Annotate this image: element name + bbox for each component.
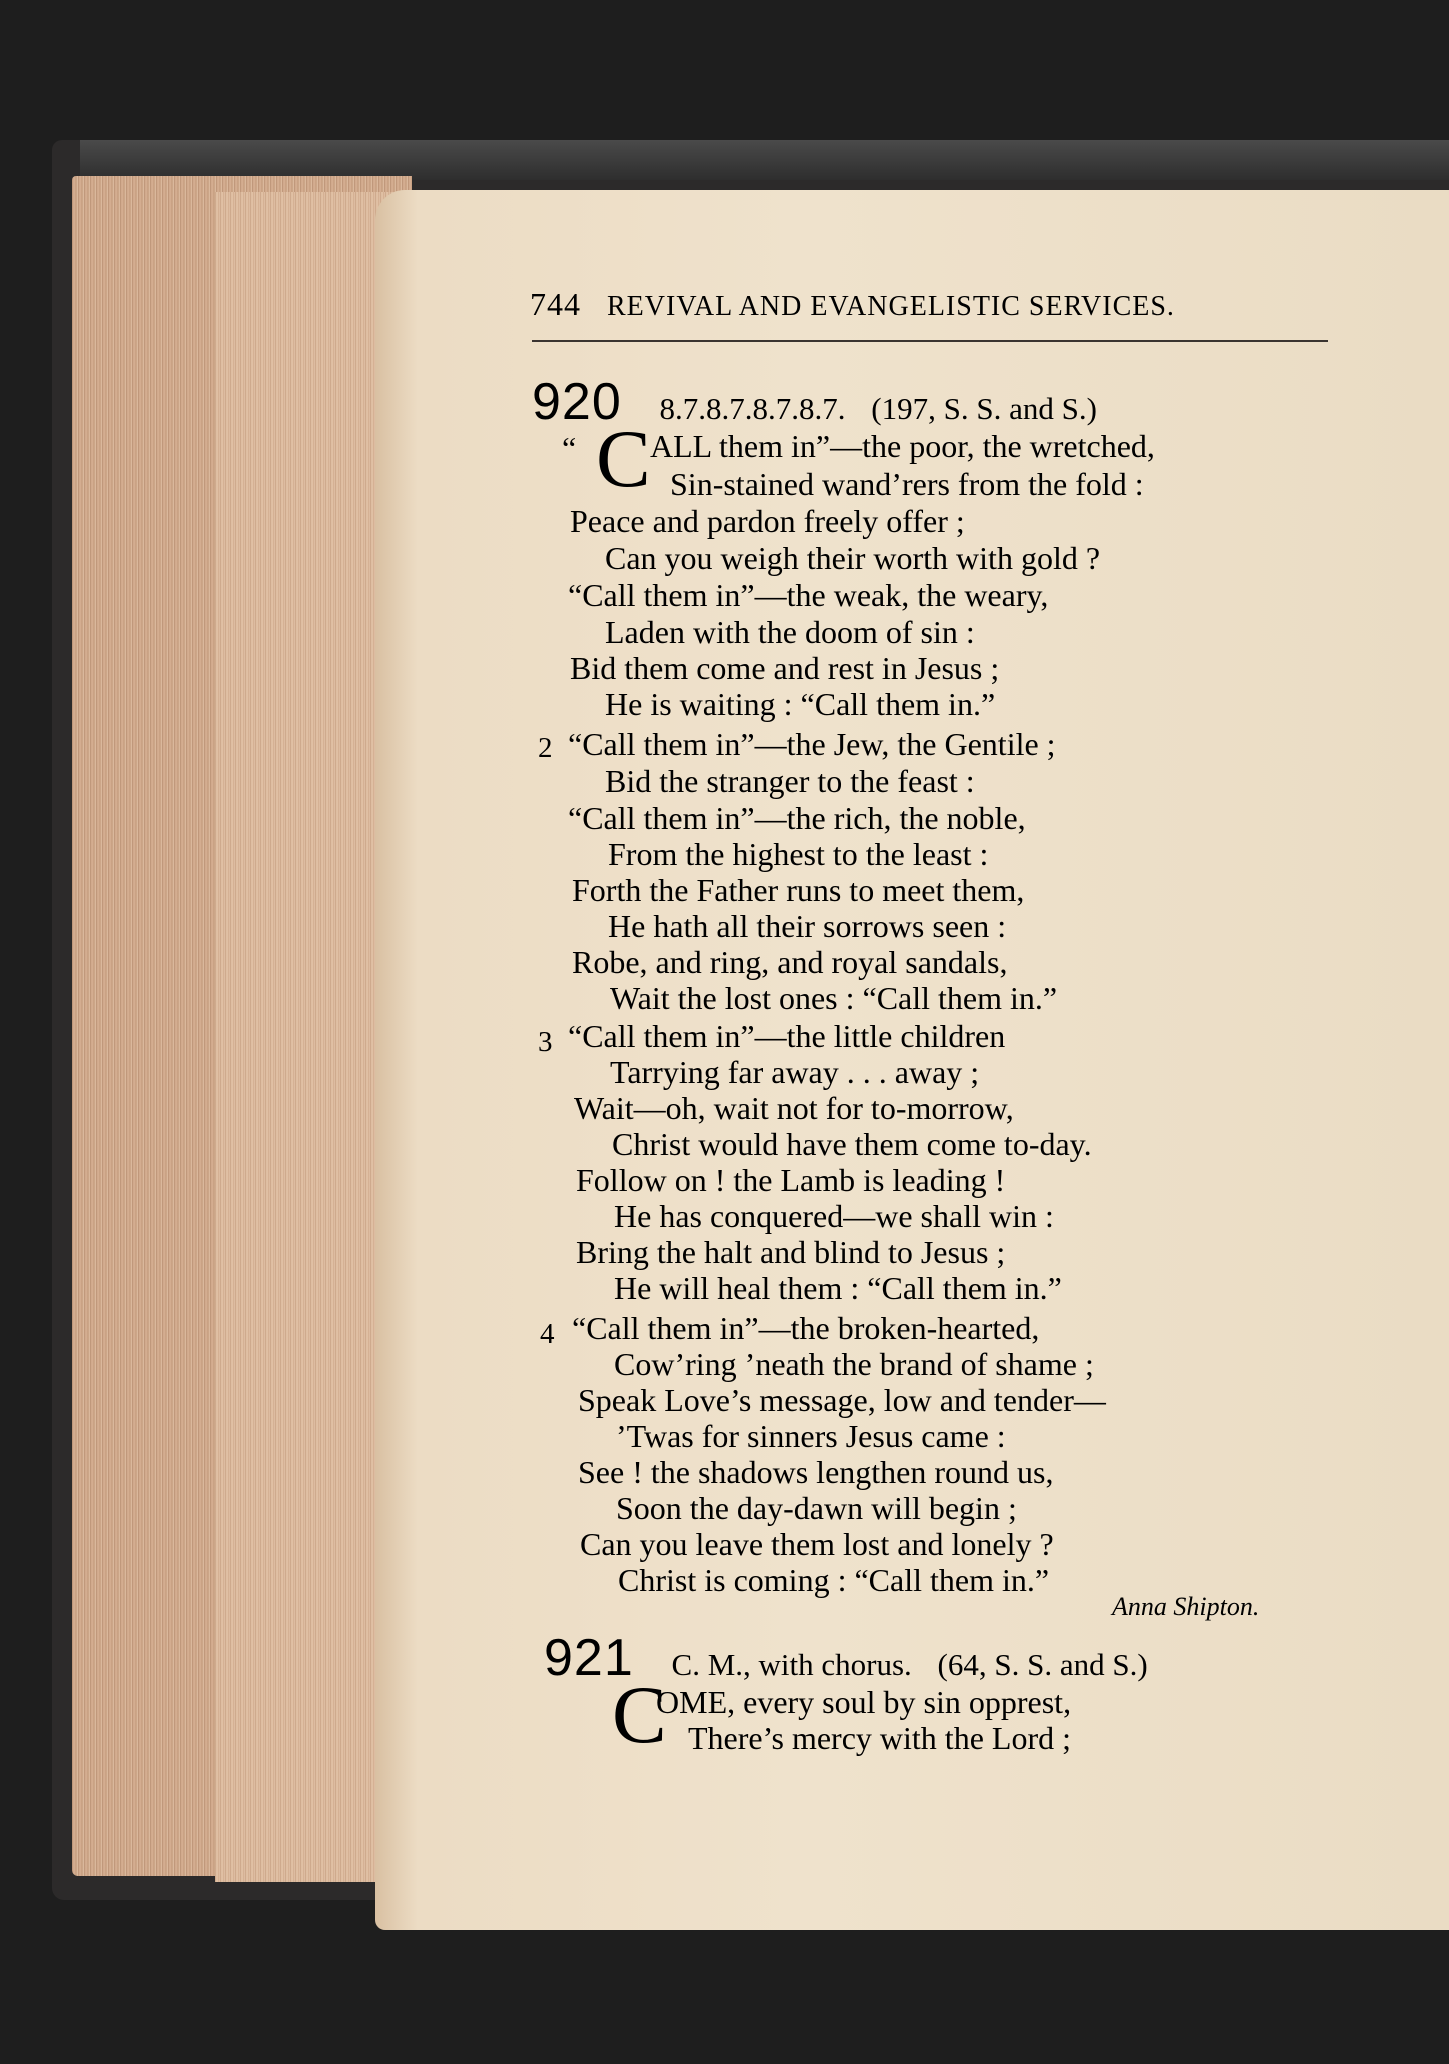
verse-line: There’s mercy with the Lord ;	[688, 1720, 1071, 1756]
hymn-reference: (64, S. S. and S.)	[937, 1647, 1148, 1682]
verse-line: Follow on ! the Lamb is leading !	[576, 1162, 1006, 1198]
verse-line: Sin-stained wand’rers from the fold :	[670, 466, 1144, 502]
verse-line: Wait the lost ones : “Call them in.”	[610, 980, 1058, 1016]
open-quote: “	[562, 430, 577, 466]
verse-line: Wait—oh, wait not for to-morrow,	[574, 1090, 1014, 1126]
verse-line: Bid the stranger to the feast :	[605, 763, 975, 799]
verse-line: “Call them in”—the broken-hearted,	[572, 1310, 1040, 1346]
verse-line: Bid them come and rest in Jesus ;	[570, 650, 1000, 686]
verse-line: Christ is coming : “Call them in.”	[618, 1562, 1050, 1598]
hymn-number: 921	[544, 1629, 634, 1687]
verse-line: He has conquered—we shall win :	[614, 1198, 1054, 1234]
verse-line: Soon the day-dawn will begin ;	[616, 1490, 1017, 1526]
stanza-number: 4	[540, 1318, 555, 1350]
verse-line: ALL them in”—the poor, the wretched,	[650, 428, 1155, 464]
stanza-number: 2	[538, 732, 553, 764]
header-rule	[532, 340, 1328, 342]
hymn-meter: C. M., with chorus.	[671, 1647, 912, 1682]
verse-line: “Call them in”—the weak, the weary,	[568, 577, 1049, 613]
verse-line: He hath all their sorrows seen :	[608, 908, 1007, 944]
verse-line: OME, every soul by sin opprest,	[656, 1684, 1072, 1720]
page-number: 744	[530, 286, 581, 322]
verse-line: ’Twas for sinners Jesus came :	[616, 1418, 1006, 1454]
verse-line: “Call them in”—the rich, the noble,	[568, 800, 1026, 836]
page-edges-inner	[215, 192, 395, 1882]
verse-line: Forth the Father runs to meet them,	[572, 872, 1025, 908]
section-title: REVIVAL AND EVANGELISTIC SERVICES.	[607, 291, 1175, 322]
verse-line: Robe, and ring, and royal sandals,	[572, 944, 1008, 980]
verse-line: Bring the halt and blind to Jesus ;	[576, 1234, 1006, 1270]
verse-line: “Call them in”—the Jew, the Gentile ;	[568, 726, 1056, 762]
stanza-number: 3	[538, 1026, 553, 1058]
verse-line: From the highest to the least :	[608, 836, 989, 872]
verse-line: Cow’ring ’neath the brand of shame ;	[614, 1346, 1094, 1382]
drop-cap: C	[612, 1669, 667, 1760]
hymn-number: 920	[532, 373, 622, 431]
verse-line: Laden with the doom of sin :	[605, 614, 975, 650]
drop-cap: C	[596, 413, 651, 504]
verse-line: Peace and pardon freely offer ;	[570, 503, 965, 539]
verse-line: Speak Love’s message, low and tender—	[578, 1382, 1106, 1418]
verse-line: He is waiting : “Call them in.”	[605, 686, 996, 722]
verse-line: Can you leave them lost and lonely ?	[580, 1526, 1054, 1562]
verse-line: Tarrying far away . . . away ;	[610, 1054, 980, 1090]
running-head	[530, 286, 1330, 323]
verse-line: Christ would have them come to-day.	[612, 1126, 1092, 1162]
hymn-reference: (197, S. S. and S.)	[871, 391, 1097, 426]
book-cover-top-edge	[80, 140, 1449, 180]
verse-line: Can you weigh their worth with gold ?	[605, 540, 1101, 576]
verse-line: He will heal them : “Call them in.”	[614, 1270, 1062, 1306]
hymn-author: Anna Shipton.	[1112, 1592, 1260, 1621]
verse-line: See ! the shadows lengthen round us,	[578, 1454, 1054, 1490]
hymn-meter: 8.7.8.7.8.7.8.7.	[659, 391, 846, 426]
verse-line: “Call them in”—the little children	[568, 1018, 1006, 1054]
